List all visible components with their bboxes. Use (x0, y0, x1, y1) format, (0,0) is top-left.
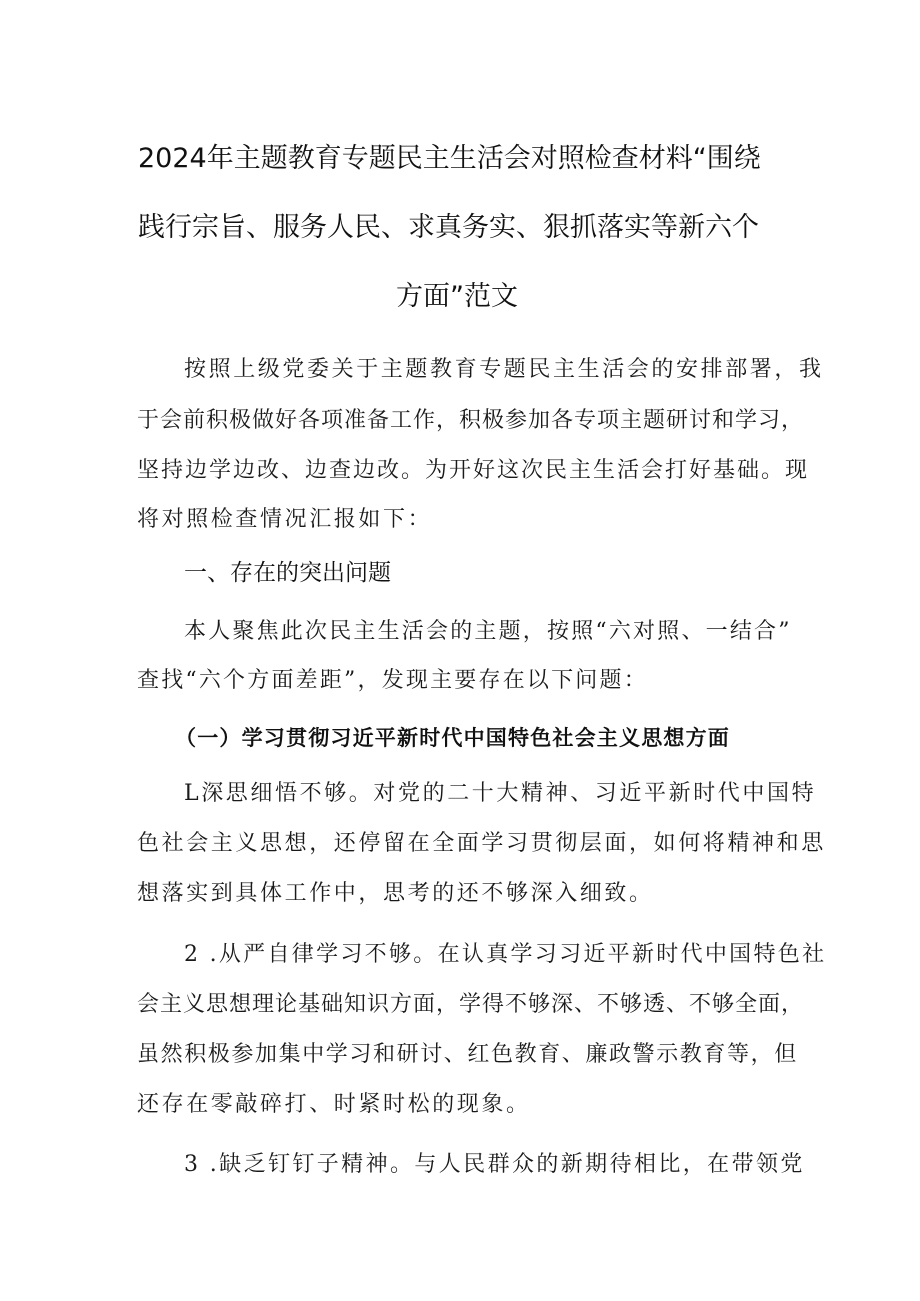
intro-line-1: 按照上级党委关于主题教育专题民主生活会的安排部署，我 (184, 357, 824, 382)
document-title-line-2: 践行宗旨、服务人民、求真务实、狠抓落实等新六个 (138, 212, 759, 243)
item1-line-3: 想落实到具体工作中，思考的还不够深入细致。 (137, 881, 654, 906)
item2-line-4: 还存在零敲碎打、时紧时松的现象。 (137, 1092, 531, 1117)
intro-line-2: 于会前积极做好各项准备工作，积极参加各专项主题研讨和学习， (137, 408, 805, 433)
section1-intro-line-2: 查找“六个方面差距”，发现主要存在以下问题： (137, 668, 648, 693)
section-heading-problems: 一、存在的突出问题 (184, 560, 391, 586)
item1-line-1: L深思细悟不够。对党的二十大精神、习近平新时代中国特 (184, 781, 817, 806)
section1-intro-line-1: 本人聚焦此次民主生活会的主题，按照“六对照、一结合” (184, 619, 792, 644)
item3-line-1: 3 .缺乏钉钉子精神。与人民群众的新期待相比，在带领党 (184, 1152, 805, 1177)
item2-line-3: 虽然积极参加集中学习和研讨、红色教育、廉政警示教育等，但 (137, 1042, 798, 1067)
item2-line-2: 会主义思想理论基础知识方面，学得不够深、不够透、不够全面， (137, 992, 805, 1017)
item1-line-2: 色社会主义思想，还停留在全面学习贯彻层面，如何将精神和思 (137, 831, 826, 856)
intro-line-4: 将对照检查情况汇报如下： (137, 507, 433, 532)
item2-line-1: 2 .从严自律学习不够。在认真学习习近平新时代中国特色社 (184, 942, 827, 967)
document-title-line-3: 方面”范文 (396, 281, 518, 312)
intro-line-3: 坚持边学边改、边查边改。为开好这次民主生活会打好基础。现 (137, 458, 810, 483)
document-title-line-1: 2024年主题教育专题民主生活会对照检查材料“围绕 (138, 143, 761, 174)
subsection-heading-1: （一）学习贯彻习近平新时代中国特色社会主义思想方面 (175, 726, 730, 750)
